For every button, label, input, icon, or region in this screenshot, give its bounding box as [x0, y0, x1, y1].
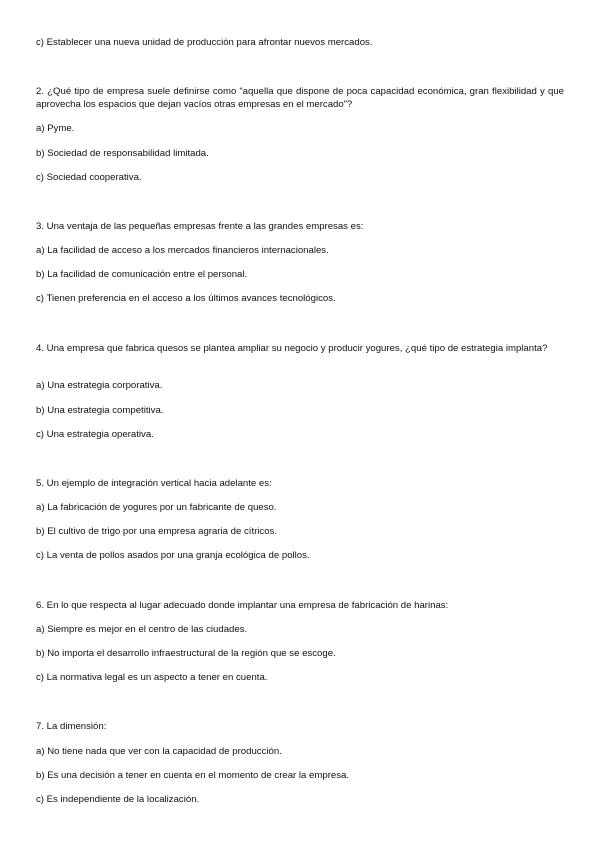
question-6-option-a: a) Siempre es mejor en el centro de las ciudades.: [36, 624, 248, 635]
question-3-option-b: b) La facilidad de comunicación entre el personal.: [36, 269, 248, 280]
question-4-option-c: c) Una estrategia operativa.: [36, 429, 154, 440]
question-5-text: 5. Un ejemplo de integración vertical hacia adelante es:: [36, 478, 272, 489]
question-2-option-a: a) Pyme.: [36, 123, 75, 134]
question-2-option-b: b) Sociedad de responsabilidad limitada.: [36, 148, 209, 159]
question-7-text: 7. La dimensión:: [36, 721, 107, 732]
question-3-text: 3. Una ventaja de las pequeñas empresas frente a las grandes empresas es:: [36, 221, 364, 232]
question-5-option-b: b) El cultivo de trigo por una empresa agraria de cítricos.: [36, 526, 278, 537]
question-7-option-a: a) No tiene nada que ver con la capacidad de producción.: [36, 746, 282, 757]
question-2-text: 2. ¿Qué tipo de empresa suele definirse como “aquella que dispone de poca capacidad económica, gran flexibilidad y que aprovecha los espacios que dejan vacíos otras empresas en el mercado”?: [36, 86, 564, 110]
question-3-option-a: a) La facilidad de acceso a los mercados financieros internacionales.: [36, 245, 329, 256]
question-3-option-c: c) Tienen preferencia en el acceso a los últimos avances tecnológicos.: [36, 293, 336, 304]
question-6-option-c: c) La normativa legal es un aspecto a tener en cuenta.: [36, 672, 268, 683]
lead-option-c: c) Establecer una nueva unidad de producción para afrontar nuevos mercados.: [36, 37, 373, 48]
question-6-text: 6. En lo que respecta al lugar adecuado donde implantar una empresa de fabricación de harinas:: [36, 600, 449, 611]
question-4-option-a: a) Una estrategia corporativa.: [36, 380, 163, 391]
question-4-text: 4. Una empresa que fabrica quesos se plantea ampliar su negocio y producir yogures, ¿qué tipo de estrategia implanta?: [36, 343, 548, 354]
question-6-option-b: b) No importa el desarrollo infraestructural de la región que se escoge.: [36, 648, 336, 659]
question-4-option-b: b) Una estrategia competitiva.: [36, 405, 164, 416]
question-2-option-c: c) Sociedad cooperativa.: [36, 172, 142, 183]
question-7-option-b: b) Es una decisión a tener en cuenta en el momento de crear la empresa.: [36, 770, 350, 781]
question-5-option-c: c) La venta de pollos asados por una granja ecológica de pollos.: [36, 550, 310, 561]
question-7-option-c: c) Es independiente de la localización.: [36, 794, 200, 805]
question-5-option-a: a) La fabricación de yogures por un fabricante de queso.: [36, 502, 277, 513]
